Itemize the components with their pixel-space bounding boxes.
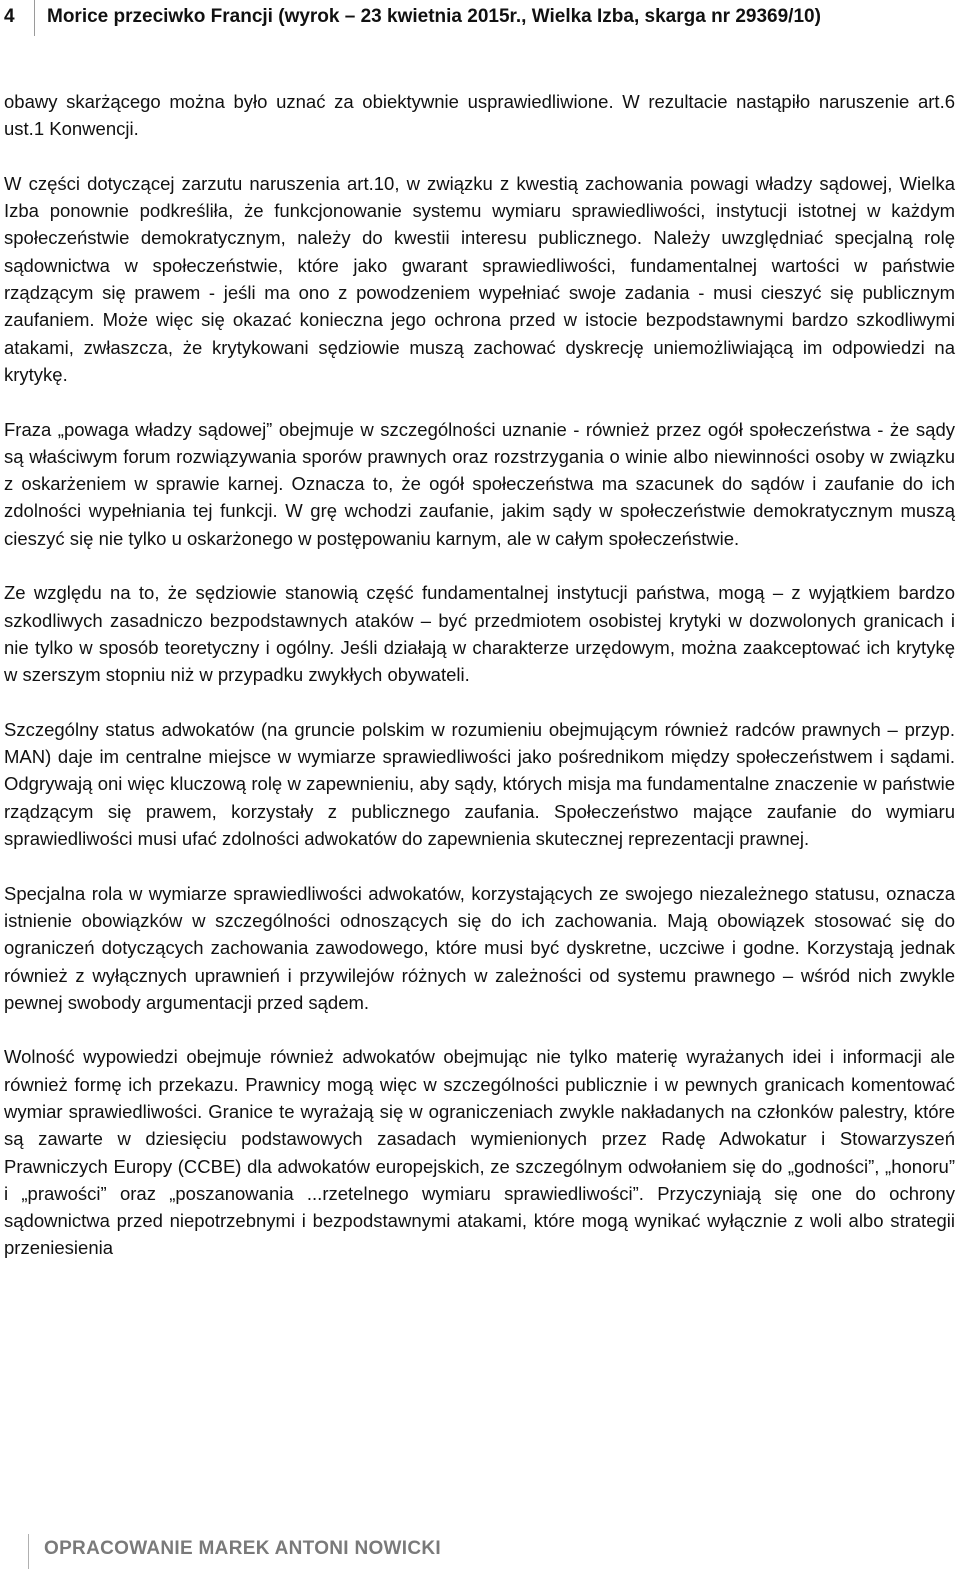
paragraph-3: Fraza „powaga władzy sądowej” obejmuje w szczególności uznanie - również przez ogół społeczeństwa - że sądy są właściwym forum rozwiązywania sporów prawnych oraz rozstrzygania o winie albo niewinności osoby w związku z oskarżeniem w sprawie karnej. Oznacza to, że ogół społeczeństwa ma szacunek do sądów i zaufanie do ich zdolności wypełniania tej funkcji. W grę wchodzi zaufanie, jakim sądy w społeczeństwie demokratycznym muszą cieszyć się nie tylko u oskarżonego w postępowaniu karnym, ale w całym społeczeństwie. [4,418,955,549]
header-divider [34,0,35,36]
paragraph-2: W części dotyczącej zarzutu naruszenia art.10, w związku z kwestią zachowania powagi władzy sądowej, Wielka Izba ponownie podkreśliła, że funkcjonowanie systemu wymiaru sprawiedliwości, instytucji istotnej w każdym społeczeństwie demokratycznym, należy do kwestii interesu publicznego. Należy uwzględniać specjalną rolę sądownictwa w społeczeństwie, które jako gwarant sprawiedliwości, fundamentalnej wartości w państwie rządzącym się prawem - jeśli ma ono z powodzeniem wypełniać swoje zadania - musi cieszyć się publicznym zaufaniem. Może więc się okazać konieczna jego ochrona przed w istocie bezpodstawnymi bardzo szkodliwymi atakami, zwłaszcza, że krytykowani sędziowie muszą zachować dyskrecję uniemożliwiającą im odpowiedzi na krytykę. [4,172,955,385]
paragraph-5: Szczególny status adwokatów (na gruncie polskim w rozumieniu obejmującym również radców prawnych – przyp. MAN) daje im centralne miejsce w wymiarze sprawiedliwości jako pośrednikom między społeczeństwem i sądami. Odgrywają oni więc kluczową rolę w zapewnieniu, aby sądy, których misja ma fundamentalne znaczenie w państwie rządzącym się prawem, korzystały z publicznego zaufania. Społeczeństwo mające zaufanie do wymiaru sprawiedliwości musi ufać zdolności adwokatów do zapewnienia skutecznej reprezentacji prawnej. [4,718,955,850]
paragraph-7: Wolność wypowiedzi obejmuje również adwokatów obejmując nie tylko materię wyrażanych idei i informacji ale również formę ich przekazu. Prawnicy mogą więc w szczególności publicznie i w pewnych granicach komentować wymiar sprawiedliwości. Granice te wyrażają się w ograniczeniach zwykle nakładanych na członków palestry, które są zawarte w dziesięciu podstawowych zasadach wymienionych przez Radę Adwokatur i Stowarzyszeń Prawniczych Europy (CCBE) dla adwokatów europejskich, ze szczególnym odwołaniem się do „godności”, „honoru” i „prawości” oraz „poszanowania ...rzetelnego wymiaru sprawiedliwości”. Przyczyniają się one do ochrony sądownictwa przed niepotrzebnymi i bezpodstawnymi atakami, które mogą wynikać wyłącznie z woli albo strategii przeniesienia [4,1046,955,1259]
footer-divider [28,1534,29,1569]
page-footer [0,1528,960,1569]
footer-text: OPRACOWANIE MAREK ANTONI NOWICKI [44,1538,441,1559]
document-body [4,88,955,1262]
paragraph-1: obawy skarżącego można było uznać za obiektywnie usprawiedliwione. W rezultacie nastąpiło naruszenie art.6 ust.1 Konwencji. [4,91,955,140]
paragraph-4: Ze względu na to, że sędziowie stanowią część fundamentalnej instytucji państwa, mogą – z wyjątkiem bardzo szkodliwych zasadniczo bezpodstawnych ataków – być przedmiotem osobistej krytyki w dozwolonych granicach i nie tylko w sposób teoretyczny i ogólny. Jeśli działają w charakterze urzędowym, można zaakceptować ich krytykę w szerszym stopniu niż w przypadku zwykłych obywateli. [4,582,955,686]
paragraph-6: Specjalna rola w wymiarze sprawiedliwości adwokatów, korzystających ze swojego niezależnego statusu, oznacza istnienie obowiązków w szczególności odnoszących się do ich zachowania. Mają obowiązek stosować się do ograniczeń dotyczących zachowania zawodowego, które musi być dyskretne, uczciwe i godne. Korzystają jednak również z wyłącznych uprawnień i przywilejów różnych w zależności od systemu prawnego – wśród nich zwykle pewnej swobody argumentacji przed sądem. [4,882,955,1013]
page-header [0,0,960,40]
page-number: 4 [4,6,15,27]
header-title: Morice przeciwko Francji (wyrok – 23 kwietnia 2015r., Wielka Izba, skarga nr 29369/10) [47,6,821,27]
